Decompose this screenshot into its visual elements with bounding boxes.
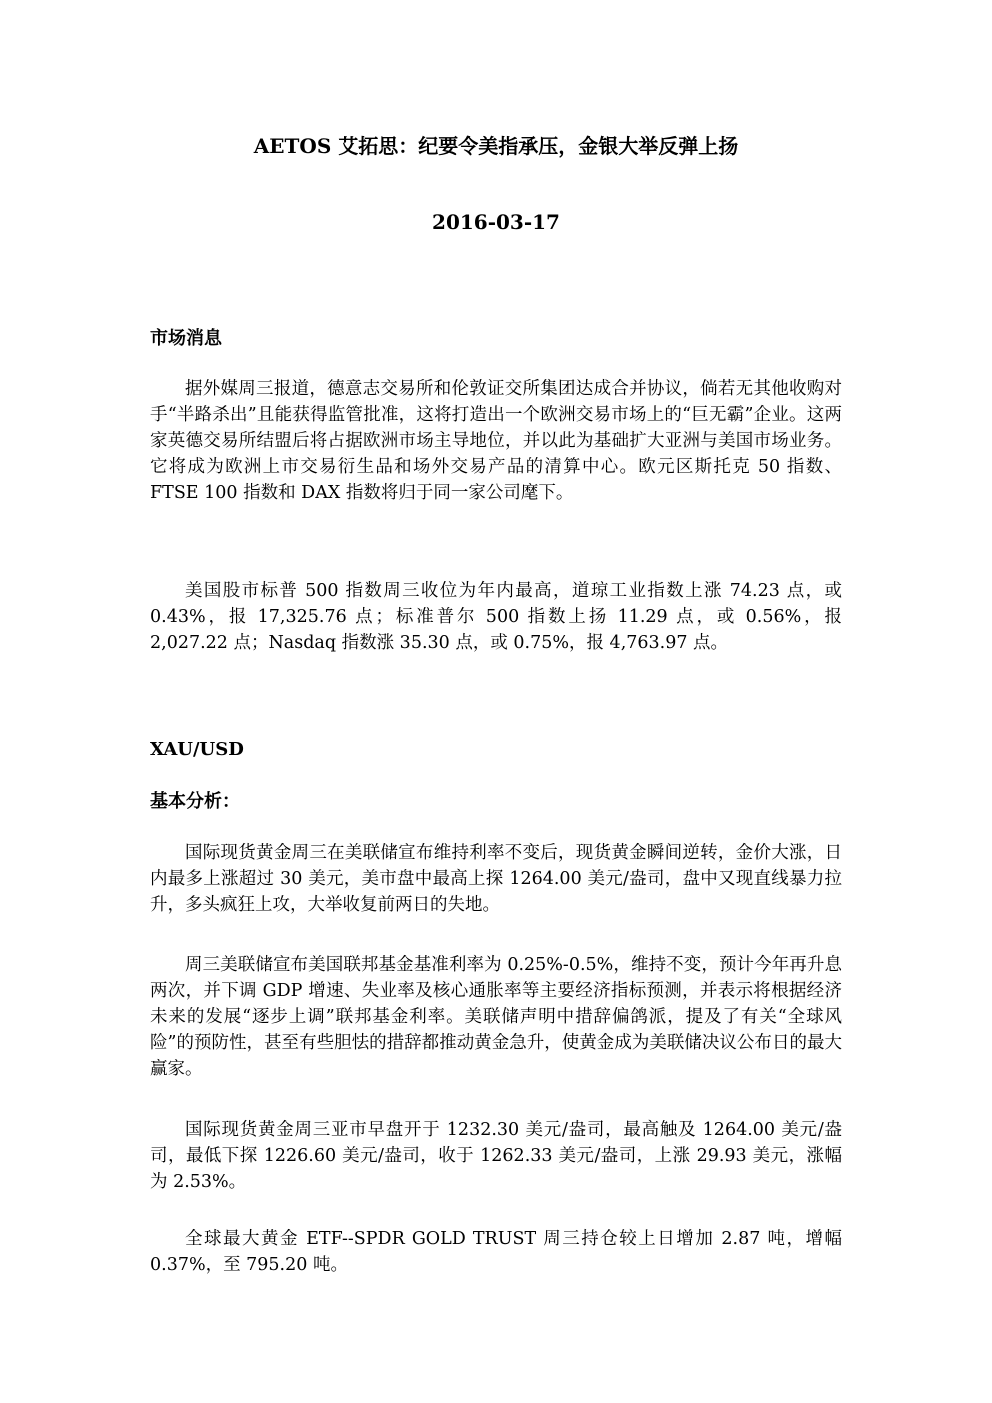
gold-paragraph-1: 国际现货黄金周三在美联储宣布维持利率不变后，现货黄金瞬间逆转，金价大涨，日内最多上涨超过 30 美元，美市盘中最高上探 1264.00 美元/盎司，盘中又现直线暴力拉升，多头疯狂上攻，大举收复前两日的失地。 [150,843,842,915]
market-news-paragraph-2: 美国股市标普 500 指数周三收位为年内最高，道琼工业指数上涨 74.23 点，或 0.43%，报 17,325.76 点；标准普尔 500 指数上扬 11.29 点，或 0.56%，报 2,027.22 点；Nasdaq 指数涨 35.30 点，或 0.75%，报 4,763.97 点。 [150,581,842,653]
symbol-heading: XAU/USD [150,739,244,760]
gold-paragraph-3: 国际现货黄金周三亚市早盘开于 1232.30 美元/盎司，最高触及 1264.00 美元/盎司，最低下探 1226.60 美元/盎司，收于 1262.33 美元/盎司，上涨 29.93 美元，涨幅为 2.53%。 [150,1120,842,1192]
market-news-paragraph-1: 据外媒周三报道，德意志交易所和伦敦证交所集团达成合并协议，倘若无其他收购对手“半路杀出”且能获得监管批准，这将打造出一个欧洲交易市场上的“巨无霸”企业。这两家英德交易所结盟后将占据欧洲市场主导地位，并以此为基础扩大亚洲与美国市场业务。它将成为欧洲上市交易衍生品和场外交易产品的清算中心。欧元区斯托克 50 指数、FTSE 100 指数和 DAX 指数将归于同一家公司麾下。 [150,379,842,503]
gold-paragraph-2: 周三美联储宣布美国联邦基金基准利率为 0.25%-0.5%，维持不变，预计今年再升息两次，并下调 GDP 增速、失业率及核心通胀率等主要经济指标预测，并表示将根据经济未来的发展“逐步上调”联邦基金利率。美联储声明中措辞偏鸽派，提及了有关“全球风险”的预防性，甚至有些胆怯的措辞都推动黄金急升，使黄金成为美联储决议公布日的最大赢家。 [150,955,842,1079]
gold-paragraph-4: 全球最大黄金 ETF--SPDR GOLD TRUST 周三持仓较上日增加 2.87 吨，增幅 0.37%，至 795.20 吨。 [150,1229,842,1275]
market-news-heading: 市场消息 [150,328,222,349]
document-title: AETOS 艾拓思：纪要令美指承压，金银大举反弹上扬 [253,134,739,158]
fundamental-analysis-heading: 基本分析： [150,791,240,812]
document-date: 2016-03-17 [432,210,560,234]
